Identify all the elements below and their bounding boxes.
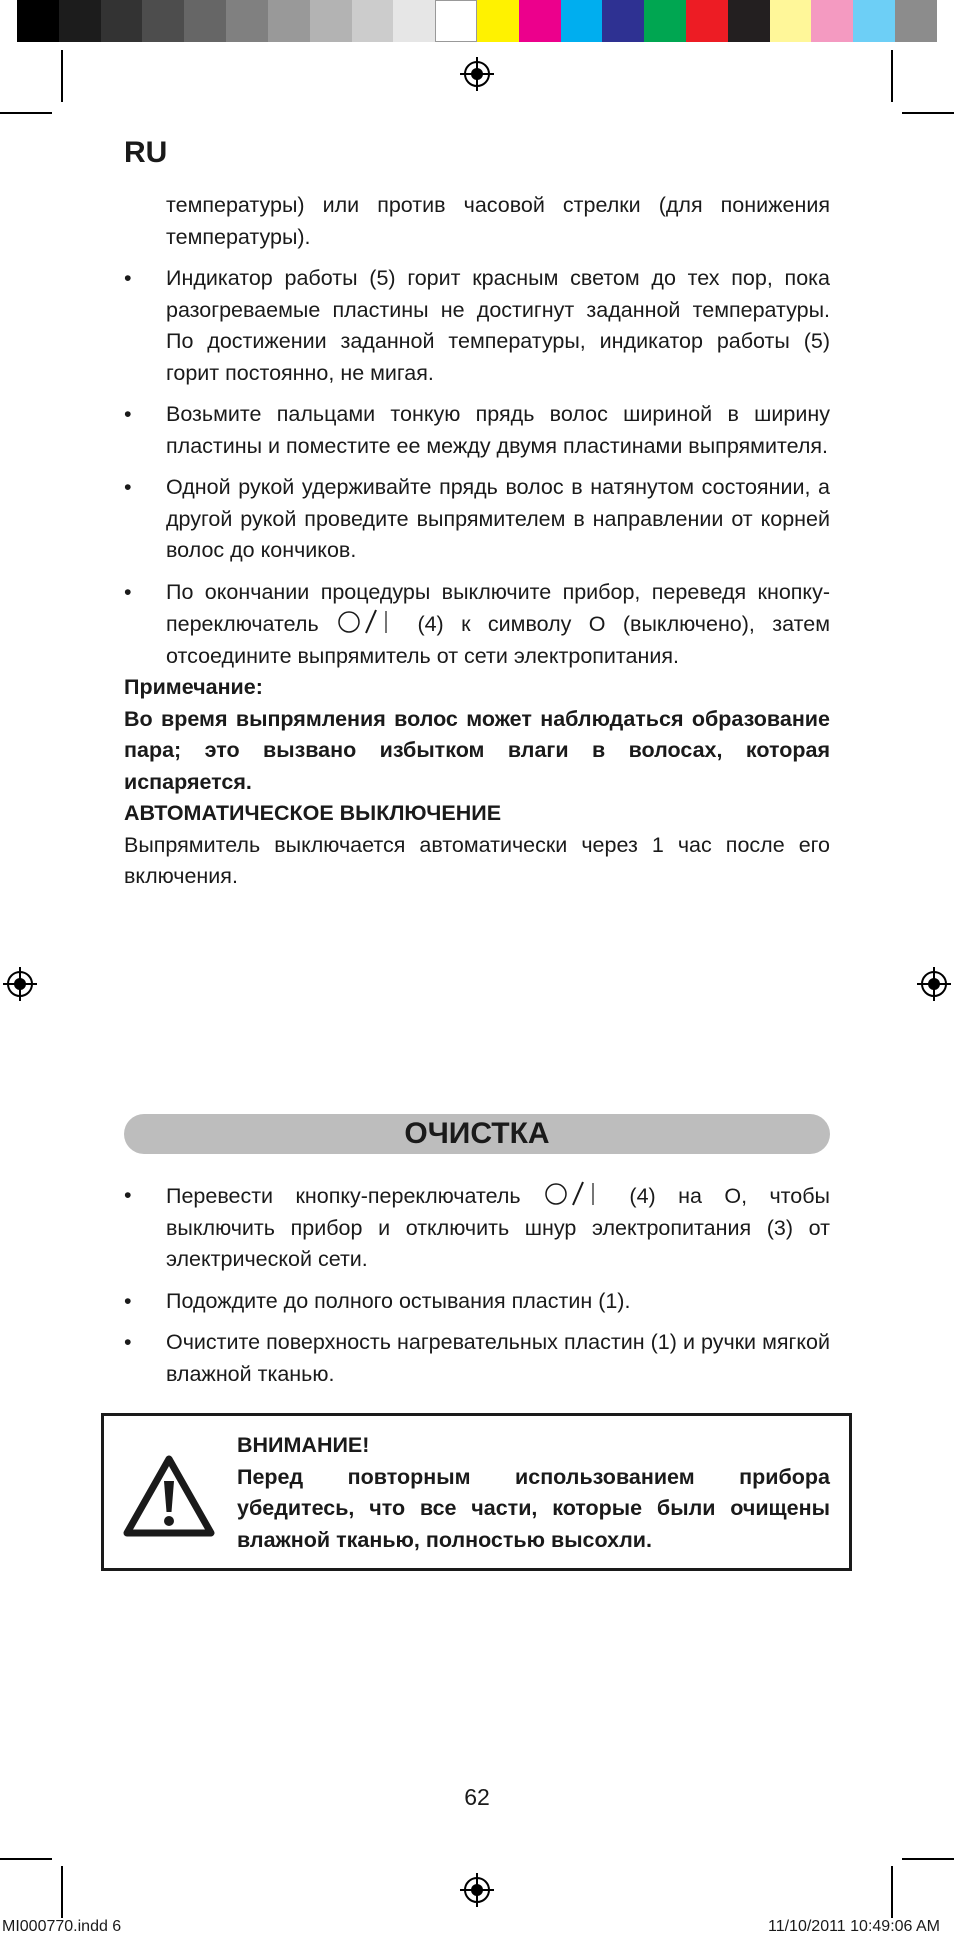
list-item-text: Очистите поверхность нагревательных пластин (1) и ручки мягкой влажной тканью. <box>166 1330 830 1386</box>
registration-mark-icon <box>3 967 37 1001</box>
crop-mark <box>0 1858 52 1860</box>
color-swatch <box>352 0 394 42</box>
crop-mark <box>891 1866 893 1918</box>
list-item-text: Индикатор работы (5) горит красным светом до тех пор, пока разогреваемые пластины не достигнут заданной температуры. По достижении заданной температуры, индикатор работы (5) горит постоянно, не мигая. <box>166 266 830 385</box>
warning-triangle-icon <box>122 1454 216 1538</box>
list-item <box>124 472 830 567</box>
bullet-marker: • <box>124 402 132 426</box>
registration-mark-icon <box>917 967 951 1001</box>
list-item-text: (4) на O, чтобы выключить прибор и отключить шнур электропитания (3) от электрической сети. <box>166 1184 830 1271</box>
print-color-bar <box>17 0 937 42</box>
slug-timestamp: 11/10/2011 10:49:06 AM <box>768 1918 940 1935</box>
cleaning-heading: ОЧИСТКА <box>124 1114 830 1154</box>
crop-mark <box>0 112 52 114</box>
bullet-marker: • <box>124 1330 132 1354</box>
color-swatch <box>561 0 603 42</box>
bullet-marker: • <box>124 1183 132 1207</box>
page-number: 62 <box>464 1784 490 1810</box>
list-item-text: (4) к символу O (выключено), затем отсоедините выпрямитель от сети электропитания. <box>166 612 830 668</box>
list-item <box>124 1327 830 1390</box>
list-item <box>124 577 830 673</box>
color-swatch <box>393 0 435 42</box>
crop-mark <box>902 1858 954 1860</box>
color-swatch <box>644 0 686 42</box>
list-item-text: Возьмите пальцами тонкую прядь волос шириной в ширину пластины и поместите ее между двумя пластинами выпрямителя. <box>166 402 830 458</box>
slug-file-info: MI000770.indd 6 <box>2 1918 122 1935</box>
warning-body: Перед повторным использованием прибора убедитесь, что все части, которые были очищены влажной тканью, полностью высохли. <box>237 1464 830 1552</box>
list-item <box>124 399 830 462</box>
color-swatch <box>602 0 644 42</box>
color-swatch <box>184 0 226 42</box>
color-swatch <box>895 0 937 42</box>
color-swatch <box>310 0 352 42</box>
warning-box <box>101 1413 852 1571</box>
continued-paragraph: температуры) или против часовой стрелки (для понижения температуры). <box>166 193 830 249</box>
color-swatch <box>728 0 770 42</box>
warning-heading: ВНИМАНИЕ! <box>237 1433 370 1457</box>
crop-mark <box>891 50 893 102</box>
color-swatch <box>59 0 101 42</box>
registration-mark-icon <box>460 57 494 91</box>
list-item-text: Подождите до полного остывания пластин (1). <box>166 1288 631 1313</box>
bullet-marker: • <box>124 1288 132 1313</box>
color-swatch <box>686 0 728 42</box>
color-swatch <box>17 0 59 42</box>
note-body: Во время выпрямления волос может наблюдаться образование пара; это вызвано избытком влаги в волосах, которая испаряется. <box>124 706 830 794</box>
power-switch-symbol-icon <box>336 608 400 634</box>
crop-mark <box>61 50 63 102</box>
power-switch-symbol-icon <box>543 1180 607 1206</box>
bullet-marker: • <box>124 266 132 290</box>
color-swatch <box>435 0 477 42</box>
color-swatch <box>853 0 895 42</box>
auto-off-heading: АВТОМАТИЧЕСКОЕ ВЫКЛЮЧЕНИЕ <box>124 801 502 825</box>
note-heading: Примечание: <box>124 675 263 699</box>
auto-off-body: Выпрямитель выключается автоматически через 1 час после его включения. <box>124 832 830 888</box>
color-swatch <box>811 0 853 42</box>
list-item-text: Одной рукой удерживайте прядь волос в натянутом состоянии, а другой рукой проведите выпрямителем в направлении от корней волос до кончиков. <box>166 475 830 562</box>
list-item <box>124 263 830 389</box>
list-item <box>124 1286 830 1318</box>
color-swatch <box>226 0 268 42</box>
bullet-marker: • <box>124 475 132 499</box>
registration-mark-icon <box>460 1873 494 1907</box>
color-swatch <box>142 0 184 42</box>
list-item-text: Перевести кнопку-переключатель <box>166 1184 521 1208</box>
color-swatch <box>519 0 561 42</box>
crop-mark <box>61 1866 63 1918</box>
color-swatch <box>477 0 519 42</box>
cleaning-body <box>124 1180 830 1390</box>
color-swatch <box>268 0 310 42</box>
color-swatch <box>770 0 812 42</box>
color-swatch <box>101 0 143 42</box>
bullet-marker: • <box>124 579 132 604</box>
crop-mark <box>902 112 954 114</box>
instructions-body <box>124 190 830 893</box>
list-item <box>124 1180 830 1276</box>
list-item-text: По окончании процедуры выключите прибор, переведя кнопку-переключатель <box>166 579 830 636</box>
language-label: RU <box>124 136 168 169</box>
warning-text <box>237 1430 830 1556</box>
